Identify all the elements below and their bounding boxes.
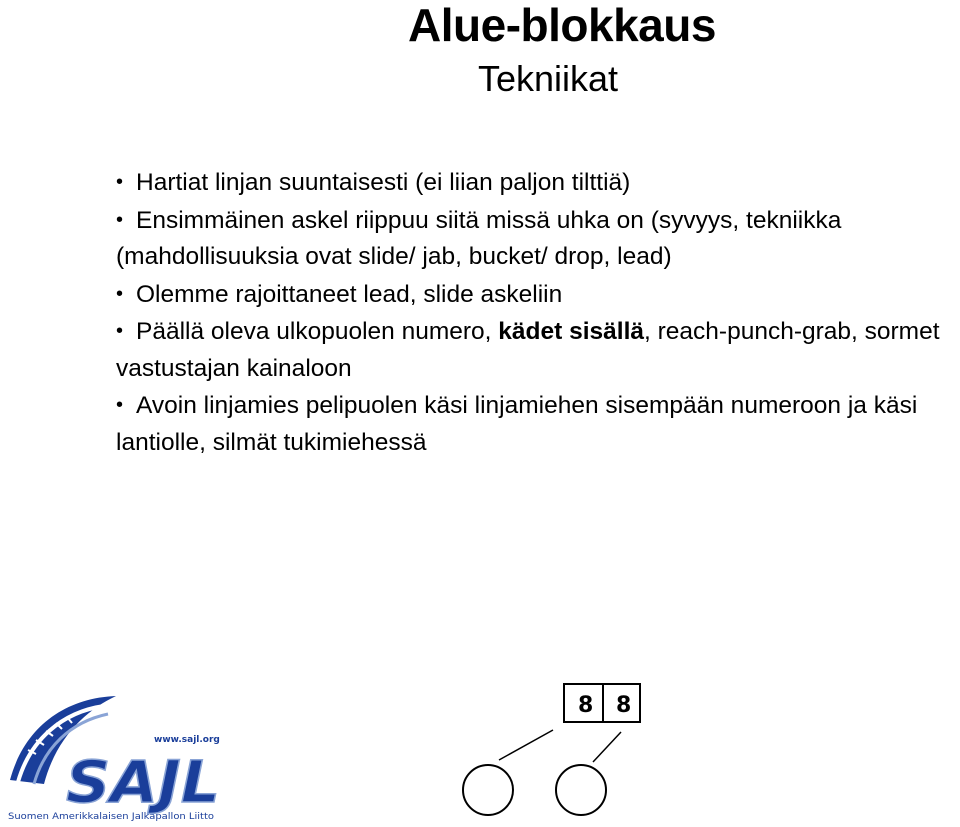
slide-subtitle: Tekniikat [478,58,619,99]
slide-title: Alue-blokkaus [408,0,716,51]
bullet-marker: • [116,282,124,305]
bullet-item [116,202,956,276]
bullet-text: , reach-punch-grab, sormet vastustajan kainaloon [116,318,940,382]
bullet-marker: • [116,208,124,231]
bullet-marker: • [116,171,124,193]
bullet-text: Hartiat linjan suuntaisesti (ei liian paljon tilttiä) [136,169,631,196]
bullet-bold-text: kädet sisällä [498,318,645,345]
bullet-text: Ensimmäinen askel riippuu siitä missä uhka on (syvyys, tekniikka (mahdollisuuksia ovat slide/ jab, bucket/ drop, lead) [116,206,842,270]
bullet-marker: • [116,320,124,342]
bullet-item [116,387,956,461]
bullet-text: Päällä oleva ulkopuolen numero, [136,318,499,345]
logo-url: www.sajl.org [154,735,220,745]
bullet-item [116,164,956,202]
blocking-diagram [455,670,655,827]
defender-circle [463,765,513,815]
bullet-list [116,164,956,461]
sajl-logo [4,688,230,824]
block-line [499,730,553,760]
bullet-item [116,313,956,387]
position-label: 8 [616,693,632,718]
bullet-text: Avoin linjamies pelipuolen käsi linjamiehen sisempään numeroon ja käsi lantiolle, silmät tukimiehessä [116,392,918,456]
defender-circle [556,765,606,815]
bullet-marker: • [116,394,124,416]
bullet-text: Olemme rajoittaneet lead, slide askeliin [136,280,563,308]
block-line [593,732,621,762]
logo-org-name: Suomen Amerikkalaisen Jalkapallon Liitto [8,812,214,822]
logo-wordmark: SAJL [66,748,220,816]
position-label: 8 [578,693,594,718]
bullet-item [116,276,956,314]
